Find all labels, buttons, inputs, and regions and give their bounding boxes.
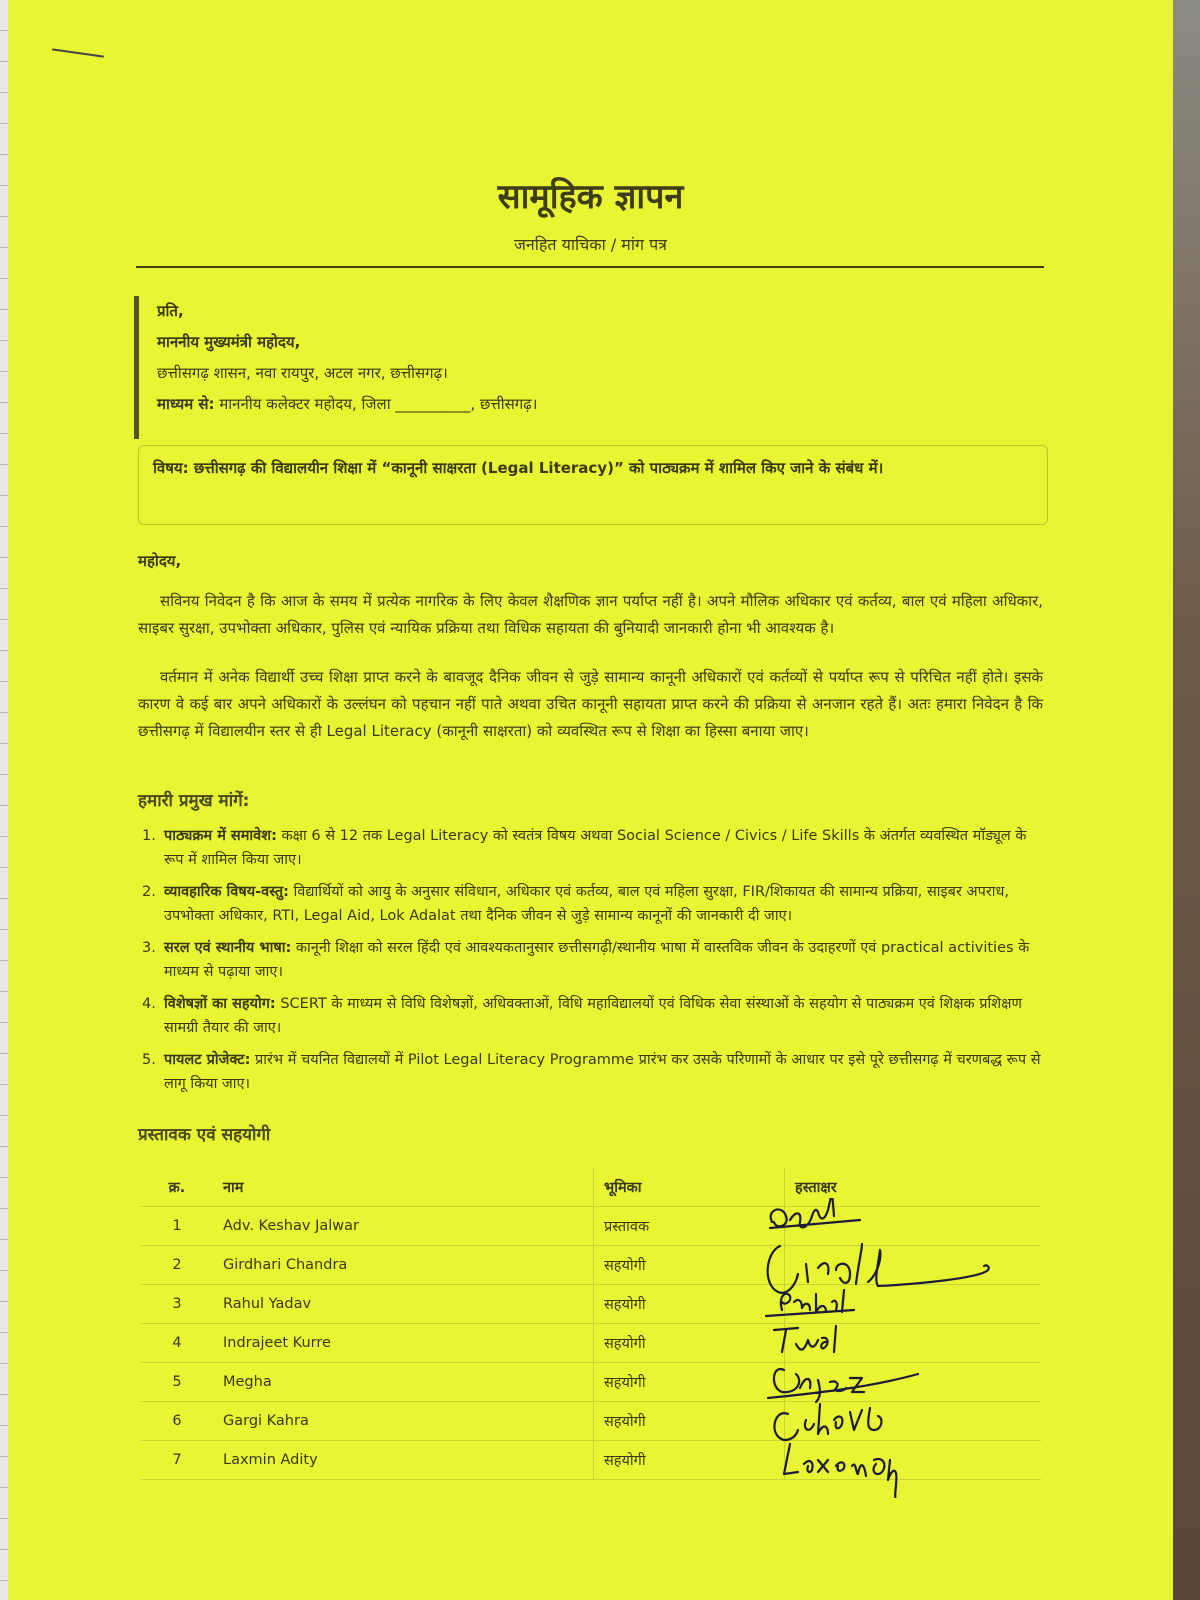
memorandum-paper — [8, 0, 1173, 1600]
cell-role: सहयोगी — [594, 1363, 785, 1402]
demand-text: कक्षा 6 से 12 तक Legal Literacy को स्वतंत्र विषय अथवा Social Science / Civics / Life Skills के अंतर्गत व्यवस्थित मॉड्यूल के रूप में शामिल किया जाए। — [164, 828, 1027, 868]
cell-role: सहयोगी — [594, 1441, 785, 1480]
address-via-label: माध्यम से: — [157, 395, 215, 413]
demand-key: व्यावहारिक विषय-वस्तु: — [164, 884, 289, 900]
demand-number: 3. — [142, 940, 156, 956]
cell-serial: 6 — [141, 1402, 213, 1441]
demand-item — [142, 992, 1042, 1040]
signature-4 — [774, 1326, 836, 1352]
demand-key: पायलट प्रोजेक्ट: — [164, 1052, 251, 1068]
demand-text: विद्यार्थियों को आयु के अनुसार संविधान, अधिकार एवं कर्तव्य, बाल एवं महिला सुरक्षा, FIR/शिकायत की सामान्य प्रक्रिया, साइबर अपराध, उपभोक्ता अधिकार, RTI, Legal Aid, Lok Adalat तथा दैनिक जीवन से जुड़े सामान्य कानूनों की जानकारी दी जाए। — [164, 884, 1010, 924]
cell-name: Indrajeet Kurre — [213, 1324, 594, 1363]
document-title: सामूहिक ज्ञापन — [497, 177, 684, 217]
cell-serial: 3 — [141, 1285, 213, 1324]
address-recipient: माननीय मुख्यमंत्री महोदय, — [157, 333, 301, 351]
handwritten-signatures — [760, 1198, 1000, 1498]
col-signature: हस्ताक्षर — [785, 1168, 1042, 1207]
demand-item — [142, 1048, 1042, 1096]
demand-number: 4. — [142, 996, 156, 1012]
cell-name: Gargi Kahra — [213, 1402, 594, 1441]
demand-text: प्रारंभ में चयनित विद्यालयों में Pilot Legal Literacy Programme प्रारंभ कर उसके परिणामों के आधार पर इसे पूरे छत्तीसगढ़ में चरणबद्ध रूप से लागू किया जाए। — [164, 1052, 1041, 1092]
demands-list — [142, 824, 1042, 1104]
body-paragraph-1: सविनय निवेदन है कि आज के समय में प्रत्येक नागरिक के लिए केवल शैक्षणिक ज्ञान पर्याप्त नहीं है। अपने मौलिक अधिकार एवं कर्तव्य, बाल एवं महिला अधिकार, साइबर सुरक्षा, उपभोक्ता अधिकार, पुलिस एवं न्यायिक प्रक्रिया तथा विधिक सहायता की बुनियादी जानकारी होना भी आवश्यक है। — [138, 592, 1043, 637]
demand-text: SCERT के माध्यम से विधि विशेषज्ञों, अधिवक्ताओं, विधि महाविद्यालयों एवं विधिक सेवा संस्थाओं के सहयोग से पाठ्यक्रम एवं शिक्षक प्रशिक्षण सामग्री तैयार की जाए। — [164, 996, 1022, 1036]
col-serial: क्र. — [141, 1168, 213, 1207]
cell-name: Laxmin Adity — [213, 1441, 594, 1480]
signatories-heading: प्रस्तावक एवं सहयोगी — [138, 1125, 271, 1145]
signature-7 — [784, 1444, 896, 1498]
cell-role: सहयोगी — [594, 1285, 785, 1324]
cell-serial: 5 — [141, 1363, 213, 1402]
address-block — [134, 296, 757, 439]
cell-role: सहयोगी — [594, 1402, 785, 1441]
demand-key: पाठ्यक्रम में समावेश: — [164, 828, 277, 844]
demand-number: 5. — [142, 1052, 156, 1068]
demand-number: 1. — [142, 828, 156, 844]
address-via — [157, 389, 757, 420]
cell-role: प्रस्तावक — [594, 1207, 785, 1246]
cell-name: Girdhari Chandra — [213, 1246, 594, 1285]
cell-serial: 4 — [141, 1324, 213, 1363]
cell-name: Megha — [213, 1363, 594, 1402]
salutation: महोदय, — [138, 552, 182, 570]
cell-name: Rahul Yadav — [213, 1285, 594, 1324]
cell-role: सहयोगी — [594, 1324, 785, 1363]
col-name: नाम — [213, 1168, 594, 1207]
address-via-text: माननीय कलेक्टर महोदय, जिला __________, छत्तीसगढ़। — [219, 395, 538, 413]
demand-item — [142, 880, 1042, 928]
body-paragraph-2: वर्तमान में अनेक विद्यार्थी उच्च शिक्षा प्राप्त करने के बावजूद दैनिक जीवन से जुड़े सामान्य कानूनी अधिकारों एवं कर्तव्यों से पर्याप्त रूप से परिचित नहीं होते। इसके कारण वे कई बार अपने अधिकारों के उल्लंघन को पहचान नहीं पाते अथवा उचित कानूनी सहायता प्राप्त करने की प्रक्रिया से अनजान रहते हैं। अतः हमारा निवेदन है कि छत्तीसगढ़ में विद्यालयीन स्तर से ही Legal Literacy (कानूनी साक्षरता) को व्यवस्थित रूप से शिक्षा का हिस्सा बनाया जाए। — [138, 668, 1043, 740]
cell-role: सहयोगी — [594, 1246, 785, 1285]
cell-serial: 2 — [141, 1246, 213, 1285]
signature-2 — [768, 1244, 989, 1293]
signature-6 — [774, 1404, 881, 1440]
demand-number: 2. — [142, 884, 156, 900]
signature-5 — [768, 1369, 918, 1402]
cell-serial: 1 — [141, 1207, 213, 1246]
signature-3 — [766, 1290, 854, 1316]
demand-item — [142, 936, 1042, 984]
demands-heading: हमारी प्रमुख मांगें: — [138, 791, 250, 811]
cell-serial: 7 — [141, 1441, 213, 1480]
cell-name: Adv. Keshav Jalwar — [213, 1207, 594, 1246]
subject-box: विषय: छत्तीसगढ़ की विद्यालयीन शिक्षा में “कानूनी साक्षरता (Legal Literacy)” को पाठ्यक्रम में शामिल किए जाने के संबंध में। — [138, 445, 1048, 525]
col-role: भूमिका — [594, 1168, 785, 1207]
signature-1 — [770, 1198, 860, 1228]
address-to: प्रति, — [157, 302, 184, 320]
demand-text: कानूनी शिक्षा को सरल हिंदी एवं आवश्यकतानुसार छत्तीसगढ़ी/स्थानीय भाषा में वास्तविक जीवन के उदाहरणों एवं practical activities के माध्यम से पढ़ाया जाए। — [164, 940, 1030, 980]
demand-key: विशेषज्ञों का सहयोग: — [164, 996, 276, 1012]
header-divider — [136, 266, 1044, 268]
pen-mark — [52, 48, 104, 57]
demand-key: सरल एवं स्थानीय भाषा: — [164, 940, 292, 956]
demand-item — [142, 824, 1042, 872]
document-subtitle: जनहित याचिका / मांग पत्र — [513, 235, 668, 254]
address-office: छत्तीसगढ़ शासन, नवा रायपुर, अटल नगर, छत्तीसगढ़। — [157, 364, 448, 382]
